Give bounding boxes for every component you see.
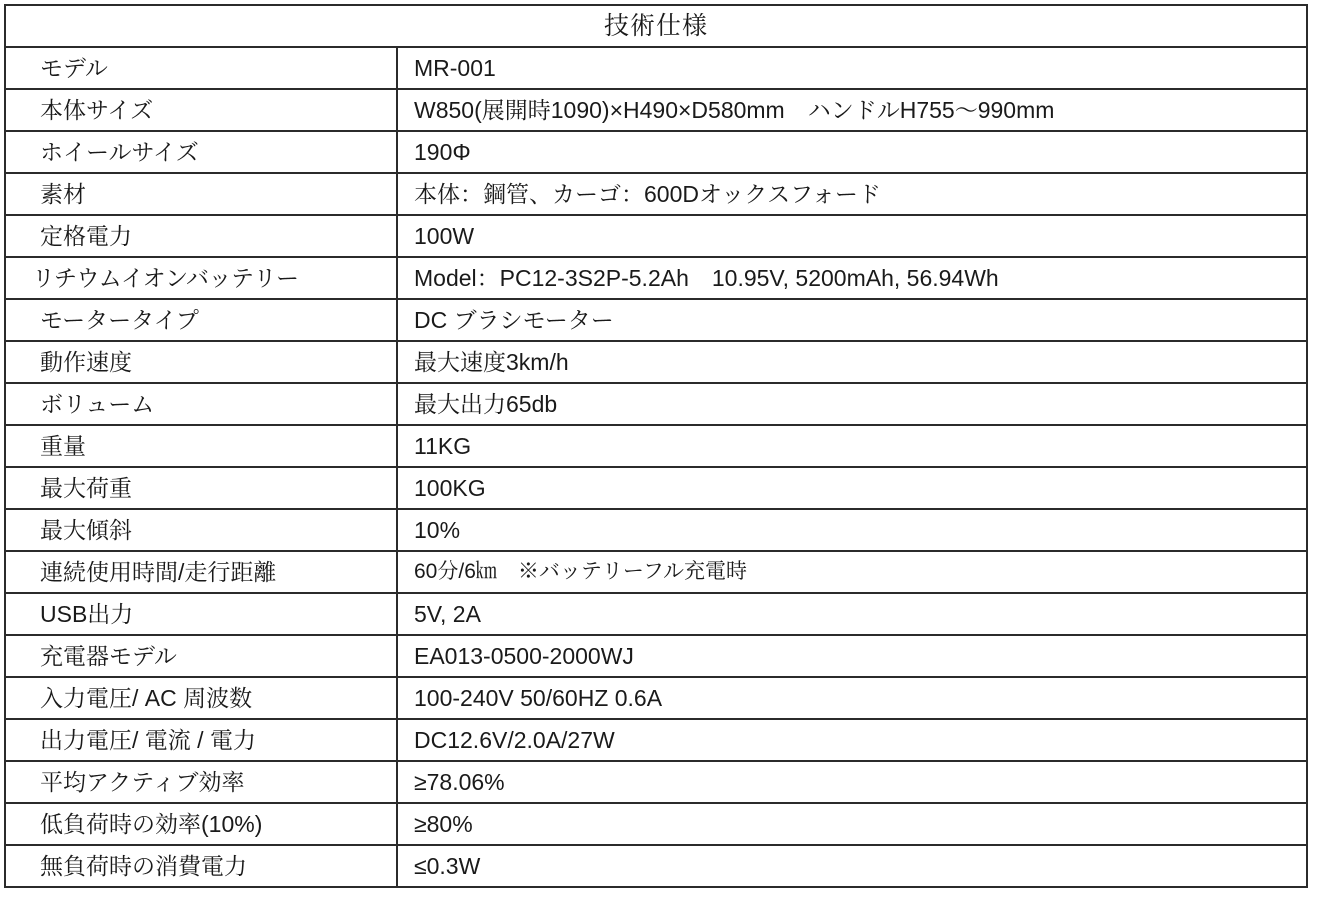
spec-label: モータータイプ	[40, 307, 199, 333]
spec-value-cell	[397, 803, 1307, 845]
spec-value-cell	[397, 593, 1307, 635]
spec-value-cell	[397, 509, 1307, 551]
spec-label-cell	[5, 215, 397, 257]
spec-value-cell	[397, 173, 1307, 215]
spec-label: 平均アクティブ効率	[40, 769, 245, 795]
spec-label-cell	[5, 509, 397, 551]
spec-value-cell	[397, 635, 1307, 677]
spec-value-cell	[397, 425, 1307, 467]
spec-label-cell	[5, 593, 397, 635]
spec-label: 入力電圧/ AC 周波数	[40, 685, 253, 711]
spec-value: 本体：鋼管、カーゴ：600Dオックスフォード	[414, 181, 881, 207]
spec-label: 出力電圧/ 電流 / 電力	[40, 727, 256, 753]
spec-label-cell	[5, 761, 397, 803]
table-row	[5, 47, 1307, 89]
spec-label-cell	[5, 341, 397, 383]
spec-label: 最大荷重	[40, 475, 132, 501]
spec-value-cell	[397, 761, 1307, 803]
spec-value: 100KG	[414, 475, 486, 501]
spec-label: ボリューム	[40, 391, 155, 417]
spec-label: 重量	[40, 433, 86, 459]
spec-label-cell	[5, 257, 397, 299]
spec-value: 100W	[414, 223, 475, 249]
spec-label-cell	[5, 299, 397, 341]
table-row	[5, 803, 1307, 845]
spec-value-cell	[397, 845, 1307, 887]
spec-value: Model：PC12-3S2P-5.2Ah 10.95V, 5200mAh, 56.94Wh	[414, 265, 999, 291]
spec-label-cell	[5, 47, 397, 89]
table-row	[5, 719, 1307, 761]
spec-value-cell	[397, 551, 1307, 593]
spec-label-cell	[5, 803, 397, 845]
spec-value: 60分/6㎞ ※バッテリーフル充電時	[414, 560, 747, 583]
table-row	[5, 635, 1307, 677]
table-row	[5, 761, 1307, 803]
spec-value: EA013-0500-2000WJ	[414, 643, 634, 669]
spec-value-cell	[397, 299, 1307, 341]
table-row	[5, 215, 1307, 257]
table-row	[5, 341, 1307, 383]
spec-label-cell	[5, 425, 397, 467]
spec-label-cell	[5, 173, 397, 215]
spec-value: DC ブラシモーター	[414, 307, 614, 333]
spec-value: MR-001	[414, 55, 496, 81]
spec-label-cell	[5, 467, 397, 509]
table-title-row	[5, 5, 1307, 47]
table-row	[5, 467, 1307, 509]
table-row	[5, 425, 1307, 467]
technical-specification-table	[4, 4, 1308, 888]
spec-label: 定格電力	[40, 223, 132, 249]
spec-label: 充電器モデル	[40, 643, 177, 669]
spec-value-cell	[397, 719, 1307, 761]
spec-value: 10%	[414, 517, 461, 543]
table-row	[5, 257, 1307, 299]
spec-label-cell	[5, 131, 397, 173]
spec-label: 最大傾斜	[40, 517, 132, 543]
table-row	[5, 509, 1307, 551]
spec-value: 11KG	[414, 433, 472, 459]
spec-value: ≥80%	[414, 811, 473, 837]
table-row	[5, 677, 1307, 719]
spec-value-cell	[397, 467, 1307, 509]
spec-value-cell	[397, 257, 1307, 299]
spec-value-cell	[397, 89, 1307, 131]
table-row	[5, 89, 1307, 131]
spec-value-cell	[397, 383, 1307, 425]
table-row	[5, 551, 1307, 593]
spec-label-cell	[5, 551, 397, 593]
spec-label: 無負荷時の消費電力	[40, 853, 247, 879]
spec-label: 動作速度	[40, 349, 132, 375]
spec-value-cell	[397, 677, 1307, 719]
table-body	[5, 5, 1307, 887]
spec-value: DC12.6V/2.0A/27W	[414, 727, 615, 753]
spec-label: 低負荷時の効率(10%)	[40, 811, 263, 837]
table-title-cell	[5, 5, 1307, 47]
spec-value: 最大出力65db	[414, 391, 558, 417]
table-row	[5, 593, 1307, 635]
table-row	[5, 383, 1307, 425]
spec-value-cell	[397, 215, 1307, 257]
spec-value-cell	[397, 341, 1307, 383]
table-row	[5, 299, 1307, 341]
spec-value: 最大速度3km/h	[414, 349, 569, 375]
spec-label-cell	[5, 89, 397, 131]
table-row	[5, 131, 1307, 173]
spec-value: 5V, 2A	[414, 601, 481, 627]
spec-label: 本体サイズ	[40, 97, 154, 123]
spec-value: ≤0.3W	[414, 853, 481, 879]
spec-label-cell	[5, 719, 397, 761]
spec-label: モデル	[40, 55, 108, 81]
spec-value: 190Φ	[414, 139, 471, 165]
spec-label-cell	[5, 845, 397, 887]
table-row	[5, 845, 1307, 887]
spec-label: USB出力	[40, 601, 134, 627]
spec-label: リチウムイオンバッテリー	[32, 265, 299, 291]
table-row	[5, 173, 1307, 215]
spec-label-cell	[5, 635, 397, 677]
spec-value-cell	[397, 47, 1307, 89]
spec-value: W850(展開時1090)×H490×D580mm ハンドルH755〜990mm	[414, 97, 1055, 123]
spec-value: ≥78.06%	[414, 769, 505, 795]
spec-label: 連続使用時間/走行距離	[40, 559, 277, 585]
spec-label: 素材	[40, 181, 86, 207]
spec-label-cell	[5, 383, 397, 425]
page-title: 技術仕様	[604, 12, 709, 40]
spec-label-cell	[5, 677, 397, 719]
spec-value: 100-240V 50/60HZ 0.6A	[414, 685, 663, 711]
spec-label: ホイールサイズ	[40, 139, 199, 165]
spec-value-cell	[397, 131, 1307, 173]
